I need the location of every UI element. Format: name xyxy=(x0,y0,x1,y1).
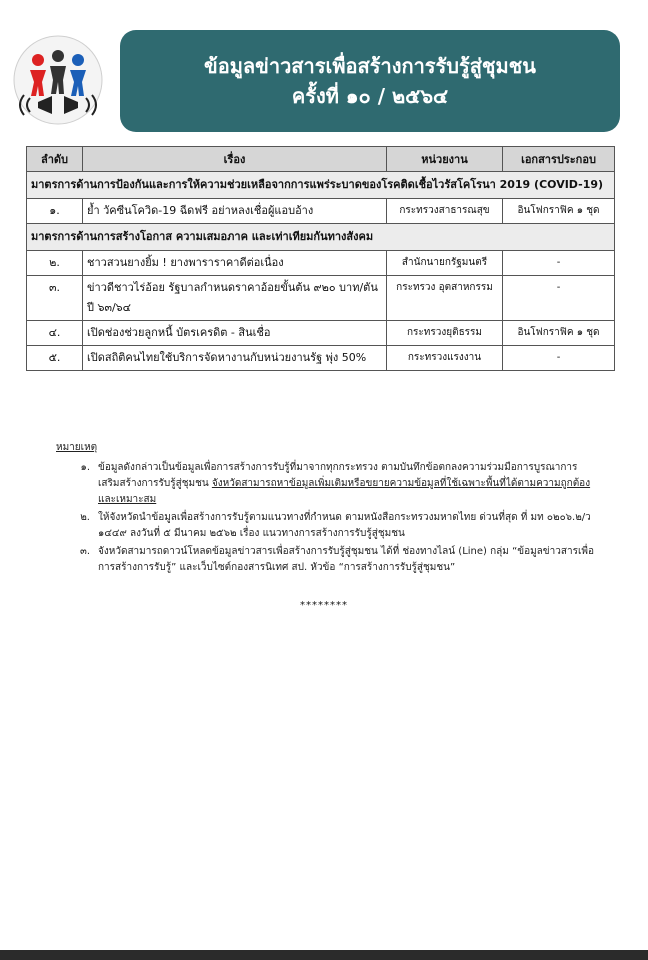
section-row xyxy=(27,172,615,199)
note-item xyxy=(56,510,596,542)
end-mark: ******** xyxy=(300,600,348,611)
row-topic: ข่าวดีชาวไร่อ้อย รัฐบาลกำหนดราคาอ้อยขั้นต้น ๙๒๐ บาท/ตัน ปี ๖๓/๖๔ xyxy=(83,276,387,321)
section-title: มาตรการด้านการป้องกันและการให้ความช่วยเหลือจากการแพร่ระบาดของโรคติดเชื้อไวรัสโคโรนา 2019 (COVID-19) xyxy=(27,172,615,199)
col-header-number: ลำดับ xyxy=(27,147,83,172)
row-agency: กระทรวงสาธารณสุข xyxy=(387,199,503,224)
note-body: ให้จังหวัดนำข้อมูลเพื่อสร้างการรับรู้ตามแนวทางที่กำหนด ตามหนังสือกระทรวงมหาดไทย ด่วนที่สุด ที่ มท ๐๒๐๖.๒/ว ๑๔๔๙ ลงวันที่ ๕ มีนาคม ๒๕๖๒ เรื่อง แนวทางการสร้างการรับรู้สู่ชุมชน xyxy=(98,512,591,539)
row-document: - xyxy=(503,251,615,276)
row-number: ๒. xyxy=(27,251,83,276)
col-header-topic: เรื่อง xyxy=(83,147,387,172)
note-number: ๑. xyxy=(80,462,90,473)
row-topic: ชาวสวนยางยิ้ม ! ยางพาราราคาดีต่อเนื่อง xyxy=(83,251,387,276)
table-row xyxy=(27,276,615,321)
issue-number: ครั้งที่ ๑๐ / ๒๕๖๔ xyxy=(291,84,449,108)
col-header-agency: หน่วยงาน xyxy=(387,147,503,172)
row-number: ๕. xyxy=(27,346,83,371)
row-topic: เปิดสถิติคนไทยใช้บริการจัดหางานกับหน่วยงานรัฐ พุ่ง 50% xyxy=(83,346,387,371)
section-row xyxy=(27,224,615,251)
row-agency: กระทรวงแรงงาน xyxy=(387,346,503,371)
note-item xyxy=(56,544,596,576)
col-header-document: เอกสารประกอบ xyxy=(503,147,615,172)
row-document: อินโฟกราฟิค ๑ ชุด xyxy=(503,321,615,346)
section-title: มาตรการด้านการสร้างโอกาส ความเสมอภาค และเท่าเทียมกันทางสังคม xyxy=(27,224,615,251)
title-banner xyxy=(120,30,620,132)
row-topic: เปิดช่องช่วยลูกหนี้ บัตรเครดิต - สินเชื่อ xyxy=(83,321,387,346)
row-agency: กระทรวง อุตสาหกรรม xyxy=(387,276,503,321)
table-row xyxy=(27,321,615,346)
row-number: ๓. xyxy=(27,276,83,321)
note-number: ๓. xyxy=(79,546,90,557)
notes-heading: หมายเหตุ xyxy=(56,442,98,453)
page-title: ข้อมูลข่าวสารเพื่อสร้างการรับรู้สู่ชุมชน xyxy=(204,54,536,78)
table-row xyxy=(27,199,615,224)
row-document: - xyxy=(503,346,615,371)
row-agency: สำนักนายกรัฐมนตรี xyxy=(387,251,503,276)
row-document: อินโฟกราฟิค ๑ ชุด xyxy=(503,199,615,224)
table-header-row xyxy=(27,147,615,172)
notes-section xyxy=(56,440,596,578)
row-document: - xyxy=(503,276,615,321)
note-text xyxy=(98,460,596,508)
megaphone-people-logo xyxy=(8,32,108,128)
note-body: จังหวัดสามารถดาวน์โหลดข้อมูลข่าวสารเพื่อสร้างการรับรู้สู่ชุมชน ได้ที่ ช่องทางไลน์ (Line) กลุ่ม “ข้อมูลข่าวสารเพื่อการสร้างการรับรู้” และเว็บไซต์กองสารนิเทศ สป. หัวข้อ “การสร้างการรับรู้สู่ชุมชน” xyxy=(98,546,594,573)
note-item xyxy=(56,460,596,508)
news-table xyxy=(26,146,615,371)
note-underlined: จังหวัดสามารถหาข้อมูลเพิ่มเติมหรือขยายความข้อมูลที่ใช้เฉพาะพื้นที่ได้ตามความถูกต้องและเหมาะสม xyxy=(98,478,591,505)
note-body: ข้อมูลดังกล่าวเป็นข้อมูลเพื่อการสร้างการรับรู้ที่มาจากทุกกระทรวง ตามบันทึกข้อตกลงความร่วมมือการบูรณาการเสริมสร้างการรับรู้สู่ชุมชน xyxy=(98,462,578,489)
row-topic: ย้ำ วัคซีนโควิด-19 ฉีดฟรี อย่าหลงเชื่อผู้แอบอ้าง xyxy=(83,199,387,224)
table-row xyxy=(27,346,615,371)
note-number: ๒. xyxy=(80,512,90,523)
row-agency: กระทรวงยุติธรรม xyxy=(387,321,503,346)
table-row xyxy=(27,251,615,276)
row-number: ๔. xyxy=(27,321,83,346)
row-number: ๑. xyxy=(27,199,83,224)
